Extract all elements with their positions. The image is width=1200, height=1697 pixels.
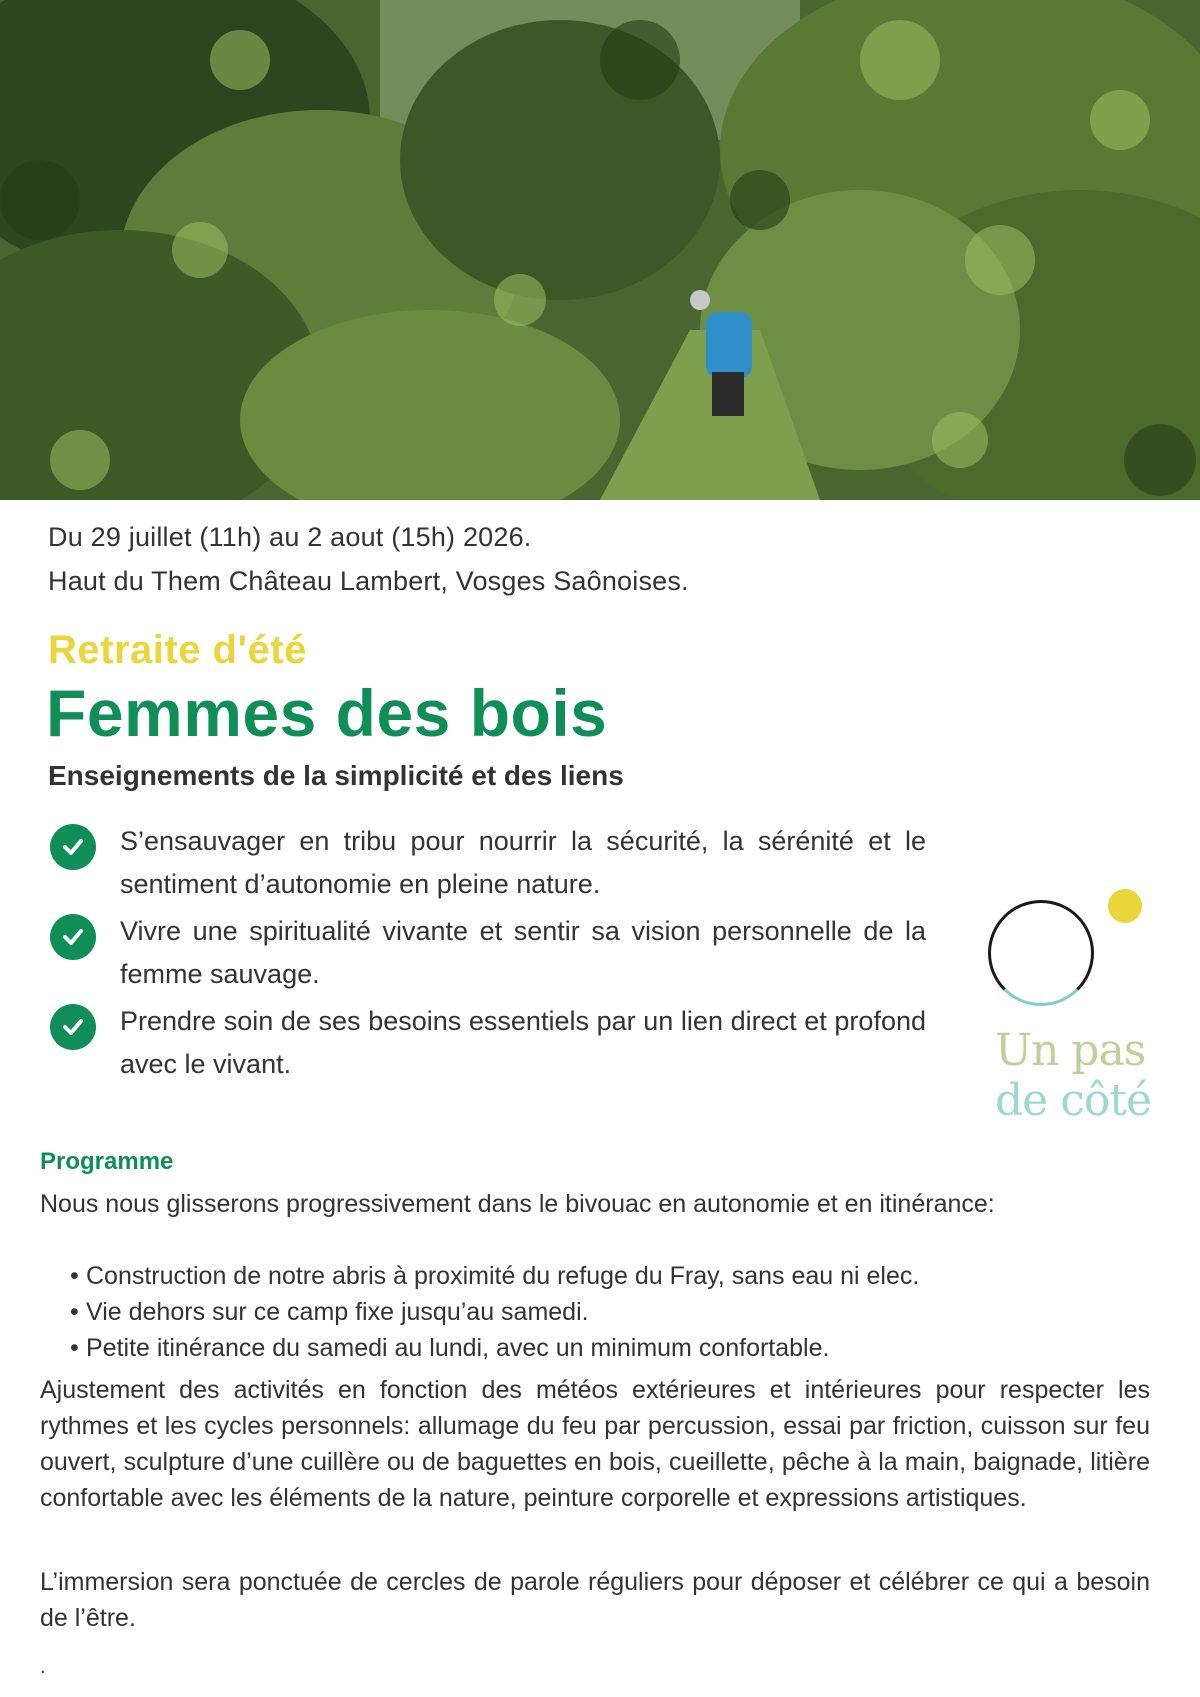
feature-text: Prendre soin de ses besoins essentiels par un lien direct et profond avec le vivant. [120,1006,926,1079]
programme-list [70,1258,919,1366]
feature-list [50,820,926,1090]
trailing-dot: . [40,1656,46,1678]
list-item: • Vie dehors sur ce camp fixe jusqu’au samedi. [70,1294,919,1330]
check-circle-icon [50,1004,96,1050]
programme-adjust-paragraph: Ajustement des activités en fonction des météos extérieures et intérieures pour respecter les rythmes et les cycles personnels: allumage du feu par percussion, essai par friction, cuisson sur feu ouvert, sculpture d’une cuillère ou de baguettes en bois, cueillette, pêche à la main, baignade, litière confortable avec les éléments de la nature, peinture corporelle et expressions artistiques. [40,1376,1150,1512]
logo-text-line1: Un pas [995,1025,1146,1076]
logo-text-line2: de côté [995,1075,1152,1126]
feature-item [50,820,926,906]
programme-intro: Nous nous glisserons progressivement dans le bivouac en autonomie et en itinérance: [40,1190,995,1218]
tagline: Enseignements de la simplicité et des liens [48,760,624,791]
event-location: Haut du Them Château Lambert, Vosges Saônoises. [48,566,689,596]
feature-item [50,910,926,996]
forest-photo-illustration [0,0,1200,500]
feature-item [50,1000,926,1086]
logo-circle-icon [988,900,1094,1006]
hero-forest-photo [0,0,1200,500]
programme-immersion-paragraph: L’immersion sera ponctuée de cercles de parole réguliers pour déposer et célébrer ce qui a besoin de l’être. [40,1568,1150,1632]
check-circle-icon [50,914,96,960]
brand-logo [980,885,1150,1135]
kicker-heading: Retraite d'été [48,628,307,672]
list-item: • Petite itinérance du samedi au lundi, avec un minimum confortable. [70,1330,919,1366]
feature-text: S’ensauvager en tribu pour nourrir la sécurité, la sérénité et le sentiment d’autonomie en pleine nature. [120,826,926,899]
programme-heading: Programme [40,1148,174,1175]
feature-text: Vivre une spiritualité vivante et sentir sa vision personnelle de la femme sauvage. [120,916,926,989]
event-dates: Du 29 juillet (11h) au 2 aout (15h) 2026. [48,522,532,552]
check-circle-icon [50,824,96,870]
page-title: Femmes des bois [46,676,608,750]
list-item: • Construction de notre abris à proximité du refuge du Fray, sans eau ni elec. [70,1258,919,1294]
logo-sun-icon [1108,889,1142,923]
